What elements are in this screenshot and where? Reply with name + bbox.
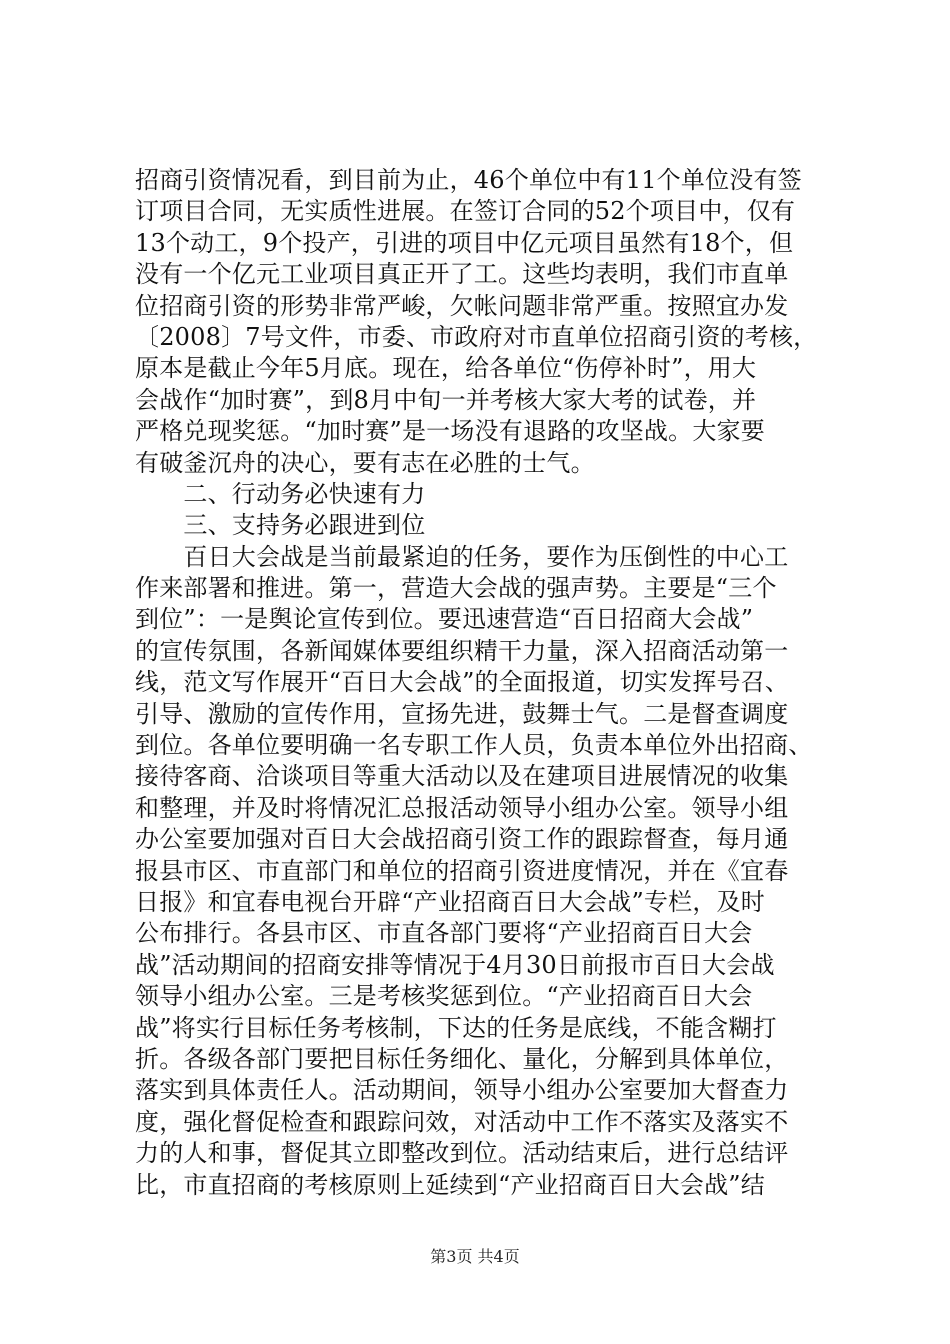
text-line: 位招商引资的形势非常严峻，欠帐问题非常严重。按照宜办发 bbox=[135, 291, 789, 320]
text-line: 折。各级各部门要把目标任务细化、量化，分解到具体单位， bbox=[135, 1044, 789, 1073]
text-line: 订项目合同，无实质性进展。在签订合同的52个项目中，仅有 bbox=[135, 197, 796, 226]
text-line: 比，市直招商的考核原则上延续到“产业招商百日大会战”结 bbox=[135, 1170, 765, 1199]
text-line: 有破釜沉舟的决心，要有志在必胜的士气。 bbox=[135, 448, 595, 477]
text-line: 原本是截止今年5月底。现在，给各单位“伤停补时”，用大 bbox=[135, 354, 757, 383]
section-heading: 二、行动务必快速有力 bbox=[135, 479, 426, 508]
text-line: 的宣传氛围，各新闻媒体要组织精干力量，深入招商活动第一 bbox=[135, 636, 789, 665]
text-line: 报县市区、市直部门和单位的招商引资进度情况，并在《宜春 bbox=[135, 856, 789, 885]
text-line: 线，范文写作展开“百日大会战”的全面报道，切实发挥号召、 bbox=[135, 668, 790, 697]
text-line: 会战作“加时赛”，到8月中旬一并考核大家大考的试卷，并 bbox=[135, 385, 757, 414]
text-line: 作来部署和推进。第一，营造大会战的强声势。主要是“三个 bbox=[135, 574, 777, 603]
text-line: 到位。各单位要明确一名专职工作人员，负责本单位外出招商、 bbox=[135, 731, 813, 760]
text-line: 日报》和宜春电视台开辟“产业招商百日大会战”专栏，及时 bbox=[135, 887, 765, 916]
text-line: 招商引资情况看，到目前为止，46个单位中有11个单位没有签 bbox=[135, 166, 802, 194]
text-line: 没有一个亿元工业项目真正开了工。这些均表明，我们市直单 bbox=[135, 260, 789, 289]
text-line: 战”活动期间的招商安排等情况于4月30日前报市百日大会战 bbox=[135, 950, 775, 979]
section-heading: 三、支持务必跟进到位 bbox=[135, 511, 426, 540]
page-footer: 第3页 共4页 bbox=[430, 1247, 520, 1266]
text-line: 落实到具体责任人。活动期间，领导小组办公室要加大督查力 bbox=[135, 1076, 789, 1105]
text-line: 接待客商、洽谈项目等重大活动以及在建项目进展情况的收集 bbox=[135, 762, 789, 791]
text-line: 战”将实行目标任务考核制，下达的任务是底线，不能含糊打 bbox=[135, 1013, 777, 1042]
text-line: 〔2008〕7号文件，市委、市政府对市直单位招商引资的考核， bbox=[135, 322, 818, 351]
text-line: 度，强化督促检查和跟踪问效，对活动中工作不落实及落实不 bbox=[135, 1107, 789, 1136]
text-line: 办公室要加强对百日大会战招商引资工作的跟踪督查，每月通 bbox=[135, 825, 789, 854]
document-body bbox=[135, 165, 835, 1201]
text-line: 和整理，并及时将情况汇总报活动领导小组办公室。领导小组 bbox=[135, 793, 789, 822]
text-line: 严格兑现奖惩。“加时赛”是一场没有退路的攻坚战。大家要 bbox=[135, 417, 765, 446]
text-line: 到位”：一是舆论宣传到位。要迅速营造“百日招商大会战” bbox=[135, 605, 754, 634]
text-line: 13个动工，9个投产，引进的项目中亿元项目虽然有18个，但 bbox=[135, 228, 794, 257]
text-line: 百日大会战是当前最紧迫的任务，要作为压倒性的中心工 bbox=[135, 542, 789, 571]
text-line: 领导小组办公室。三是考核奖惩到位。“产业招商百日大会 bbox=[135, 982, 753, 1011]
text-line: 公布排行。各县市区、市直各部门要将“产业招商百日大会 bbox=[135, 919, 753, 948]
text-line: 力的人和事，督促其立即整改到位。活动结束后，进行总结评 bbox=[135, 1139, 789, 1168]
text-line: 引导、激励的宣传作用，宣扬先进，鼓舞士气。二是督查调度 bbox=[135, 699, 789, 728]
